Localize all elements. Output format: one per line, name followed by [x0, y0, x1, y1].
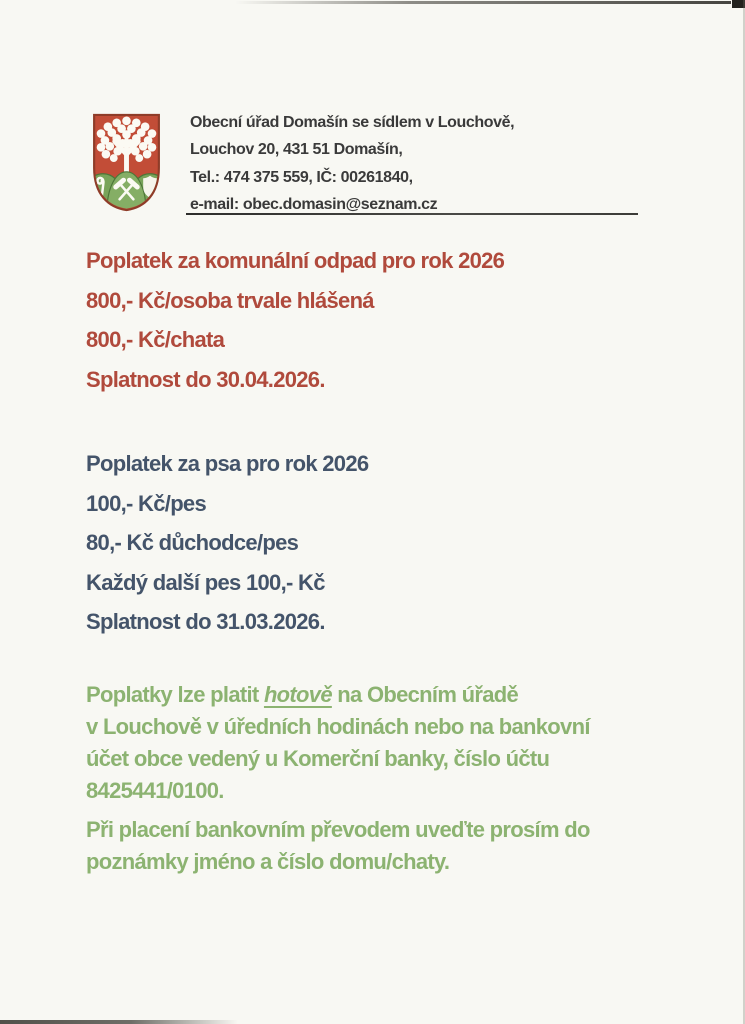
letterhead-line-email: e-mail: obec.domasin@seznam.cz [190, 196, 438, 214]
letterhead-line-phone-ic: Tel.: 474 375 559, IČ: 00261840, [190, 168, 413, 186]
waste-fee-rate-cottage: 800,- Kč/chata [86, 327, 225, 352]
waste-fee-rate-person: 800,- Kč/osoba trvale hlášená [86, 287, 374, 313]
coat-of-arms [90, 111, 163, 213]
letterhead-divider [186, 213, 638, 215]
dog-fee-rate: 100,- Kč/pes [86, 490, 207, 516]
payment-line-1 [86, 679, 590, 711]
dog-fee-title: Poplatek za psa pro rok 2026 [86, 451, 369, 476]
scan-artifact-bottom-line [0, 1020, 238, 1024]
letterhead-line-address: Louchov 20, 431 51 Domašín, [190, 141, 403, 159]
payment-line-3: účet obce vedený u Komerční banky, číslo účtu [86, 746, 550, 771]
payment-info-paragraph [86, 679, 590, 807]
letterhead-line-office: Obecní úřad Domašín se sídlem v Louchově, [190, 114, 515, 131]
payment-line-1-after: na Obecním úřadě [331, 682, 519, 707]
payment-note-paragraph [86, 814, 590, 878]
dog-fee-due-date: Splatnost do 31.03.2026. [86, 609, 325, 634]
waste-fee-title: Poplatek za komunální odpad pro rok 2026 [86, 248, 505, 273]
letterhead [190, 109, 514, 219]
payment-line-1-before: Poplatky lze platit [86, 682, 264, 707]
payment-note-line-2: poznámky jméno a číslo domu/chaty. [86, 849, 450, 874]
dog-fee-rate-pensioner: 80,- Kč důchodce/pes [86, 530, 299, 555]
payment-line-2: v Louchově v úředních hodinách nebo na bankovní [86, 714, 590, 739]
dog-fee-section [86, 444, 368, 642]
dog-fee-rate-additional: Každý další pes 100,- Kč [86, 569, 325, 595]
payment-cash-emphasis: hotově [263, 682, 332, 707]
waste-fee-section [86, 241, 504, 399]
payment-note-line-1: Při placení bankovním převodem uveďte prosím do [86, 817, 590, 842]
payment-account-number: 8425441/0100. [86, 778, 224, 803]
waste-fee-due-date: Splatnost do 30.04.2026. [86, 366, 325, 392]
scan-artifact-top-line [235, 1, 731, 4]
